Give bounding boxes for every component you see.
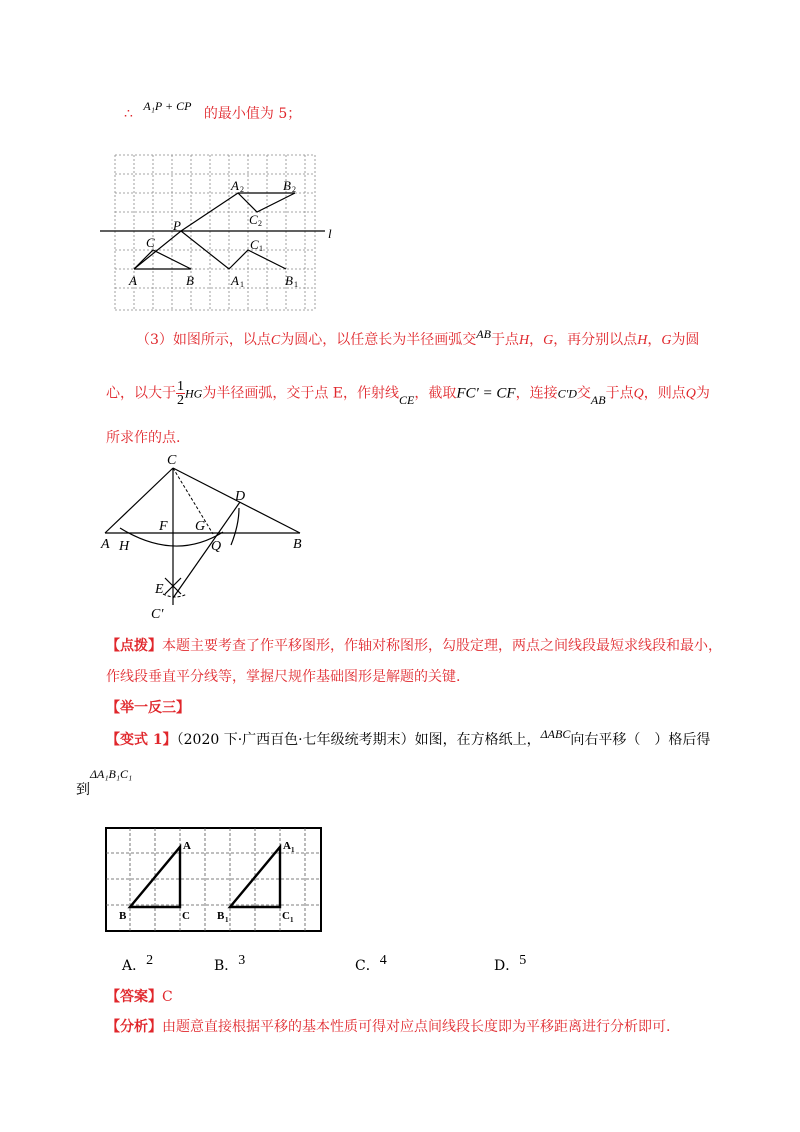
label-B: B [186, 273, 194, 288]
math-G: G [661, 333, 672, 348]
text-seg: 为圆心，以任意长为半径画弧交 [280, 332, 477, 348]
math-H: H [518, 333, 530, 348]
option-c-value: 4 [379, 953, 387, 968]
label-A1-sub: 1 [291, 846, 295, 854]
variant-text: （2020 下·广西百色·七年级统考期末）如图，在方格纸上， [176, 732, 541, 748]
text-seg: 交 [576, 385, 591, 402]
variant-text2: 向右平移（ ）格后得 [570, 732, 711, 748]
math-triangle-abc: ΔABC [540, 727, 571, 741]
label-D: D [235, 489, 246, 504]
fraction-num: 1 [177, 379, 184, 394]
figure-grid-translation [100, 150, 340, 320]
label-C1: C [250, 237, 259, 252]
label-C-prime: C′ [151, 607, 164, 622]
math-CE: CE [399, 392, 415, 407]
math-CD: C′D [557, 386, 577, 401]
option-a-value: 2 [146, 953, 154, 968]
option-a-label: A． [122, 958, 147, 974]
label-B: B [293, 537, 302, 552]
label-C: C [167, 453, 177, 468]
label-B1: B [285, 273, 293, 288]
option-d-value: 5 [519, 953, 527, 968]
math-G: G [543, 333, 554, 348]
label-A1: A [231, 273, 239, 288]
label-C2: C [249, 212, 258, 227]
section-title: 【举一反三】 [106, 700, 190, 716]
fraction-half [176, 380, 185, 407]
option-c[interactable] [355, 953, 387, 977]
analysis-text: 由题意直接根据平移的基本性质可得对应点间线段长度即为平移距离进行分析即可. [162, 1019, 671, 1035]
math-AB: AB [476, 327, 491, 341]
variant-tag: 【变式 1】 [106, 732, 177, 748]
label-A2-sub: 2 [240, 185, 244, 194]
option-d-label: D． [494, 958, 520, 974]
label-P: P [173, 218, 181, 233]
answer-value: C [162, 989, 173, 1005]
label-A: A [101, 537, 110, 552]
label-A1: A [283, 840, 291, 852]
variant-text3: 到 [76, 782, 90, 798]
text-seg: ，截取 [414, 385, 457, 402]
text-seg: 于点 [490, 332, 519, 348]
option-a[interactable] [122, 953, 154, 977]
label-H: H [119, 539, 130, 554]
analysis-tag: 【分析】 [106, 1019, 162, 1035]
label-B: B [119, 910, 127, 922]
label-A: A [183, 840, 191, 852]
fraction-den: 2 [177, 393, 184, 408]
variant-line1 [106, 727, 711, 750]
label-B2-sub: 2 [292, 185, 296, 194]
option-d[interactable] [494, 953, 527, 977]
label-A: A [129, 273, 137, 288]
label-C1: C [282, 910, 290, 922]
text-seg: 为 [695, 385, 710, 402]
label-A1-sub: 1 [240, 280, 244, 289]
text-seg: 为半径画弧，交于点 E，作射线 [202, 385, 400, 402]
label-A2: A [231, 178, 239, 193]
option-b-value: 3 [238, 953, 246, 968]
hint-text: 本题主要考查了作平移图形，作轴对称图形，勾股定理，两点之间线段最短求线段和最小， [162, 638, 722, 654]
figure-grid-triangles [105, 827, 325, 937]
text-seg: ，连接 [515, 385, 558, 402]
text-seg: ，则点 [643, 385, 686, 402]
label-C: C [146, 235, 155, 250]
part3-line1 [136, 327, 700, 351]
label-B1-sub: 1 [225, 916, 229, 924]
label-Q: Q [211, 539, 222, 554]
answer-tag: 【答案】 [106, 989, 162, 1005]
expression: A₁P + CP [143, 99, 192, 113]
part3-line3: 所求作的点. [106, 430, 181, 446]
label-C2-sub: 2 [258, 219, 262, 228]
math-triangle-a1b1c1: ΔA₁B₁C₁ [90, 767, 133, 781]
label-line-l: l [328, 226, 332, 241]
option-b[interactable] [214, 953, 246, 977]
figure-construction [95, 450, 325, 625]
math-AB: AB [590, 392, 606, 407]
text-seg: 心，以大于 [106, 385, 176, 402]
text-seg: 于点 [605, 385, 634, 402]
label-B1-sub: 1 [294, 280, 298, 289]
label-B2: B [283, 178, 291, 193]
hint-tag: 【点拨】 [106, 638, 162, 654]
math-equation: FC′ = CF [456, 385, 516, 402]
option-c-label: C． [355, 958, 380, 974]
conclusion-line [124, 99, 302, 124]
variant-line2 [76, 767, 133, 800]
analysis-line [106, 1017, 670, 1037]
text-seg: ， [647, 332, 662, 348]
math-HG: HG [185, 386, 203, 401]
label-B1: B [217, 910, 225, 922]
label-C1-sub: 1 [290, 916, 294, 924]
text-seg: （3）如图所示，以点 [136, 332, 271, 348]
label-C: C [182, 910, 190, 922]
label-F: F [159, 519, 168, 534]
option-b-label: B． [214, 958, 239, 974]
label-C1-sub: 1 [259, 244, 263, 253]
label-G: G [195, 519, 206, 534]
hint-line1 [106, 636, 722, 656]
text-seg: ，再分别以点 [553, 332, 638, 348]
label-E: E [155, 582, 164, 597]
text-seg: 为圆 [671, 332, 700, 348]
text-seg: ， [529, 332, 544, 348]
math-Q: Q [685, 386, 696, 402]
math-H: H [637, 333, 648, 348]
part3-line2 [106, 380, 710, 408]
conclusion-text: 的最小值为 5； [203, 106, 302, 122]
math-Q: Q [633, 386, 644, 402]
therefore-symbol: ∴ [124, 106, 133, 122]
hint-line2: 作线段垂直平分线等，掌握尺规作基础图形是解题的关键. [106, 669, 461, 685]
answer-line [106, 987, 173, 1007]
math-C: C [270, 333, 281, 348]
